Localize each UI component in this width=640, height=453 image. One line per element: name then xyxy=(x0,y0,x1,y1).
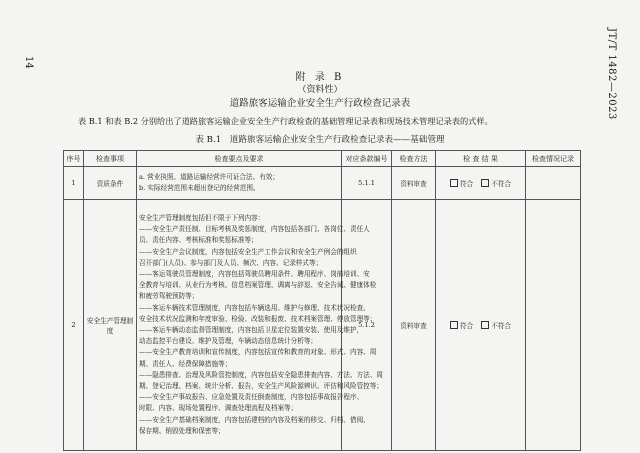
inspection-table xyxy=(63,150,581,451)
row-method: 资料审查 xyxy=(392,200,436,451)
row-clause: 5.1.1 xyxy=(342,167,392,200)
requirement-line: 时限、内容、现场处置程序、调查处理流程及档案等； xyxy=(139,404,298,413)
requirement-line: b. 实际经营范围未超出登记的经营范围。 xyxy=(139,184,260,192)
requirement-line: ——安全生产会议制度，内容包括安全生产工作会议和安全生产例会的组织 xyxy=(139,247,357,256)
requirement-line: 和疲劳驾驶预防等； xyxy=(139,292,199,301)
row-result xyxy=(436,200,526,451)
row-method: 资料审查 xyxy=(392,167,436,200)
requirement-line: ——安全生产教育培训和宣传制度，内容包括宣传和教育的对象、形式、内容、周 xyxy=(139,348,377,357)
row-result xyxy=(436,167,526,200)
requirement-line: 期、责任人、经费保障措施等； xyxy=(139,359,232,368)
requirement-line: 期、登记治理、档案、统计分析、报告，安全生产风险源辨识、评估和风险管控等； xyxy=(139,382,383,391)
table-caption: 表 B.1 道路旅客运输企业安全生产行政检查记录表——基础管理 xyxy=(195,135,445,145)
table-row xyxy=(64,200,581,451)
label-nonconform: 不符合 xyxy=(491,180,512,188)
requirement-line: 员、责任内容、考核标准和奖惩标准等； xyxy=(139,236,258,245)
row-item: 资质条件 xyxy=(84,167,137,200)
row-record[interactable] xyxy=(526,167,581,200)
table-header-row xyxy=(64,151,581,167)
requirement-line: ——客运车辆动态监督管理制度，内容包括卫星定位装置安装、使用及维护， xyxy=(139,326,364,334)
requirement-line: 保存期、销毁处理和保密等； xyxy=(139,426,225,435)
row-item: 安全生产管理制度 xyxy=(84,200,137,451)
requirement-line: 动态监控平台建设、维护及管理，车辆动态信息统计分析等； xyxy=(139,337,318,346)
standard-number: JT/T 1482—2023 xyxy=(606,28,617,120)
requirement-line: 安全生产管理制度包括但不限于下列内容： xyxy=(139,213,265,222)
label-nonconform: 不符合 xyxy=(491,322,512,330)
page-number: 14 xyxy=(23,56,34,69)
header-record: 检查情况记录 xyxy=(526,151,581,167)
appendix-nature: （资料性） xyxy=(297,85,343,95)
requirement-line: ——客运驾驶员管理制度，内容包括驾驶员聘用条件、聘用程序、岗前培训、安 xyxy=(139,269,370,278)
requirement-line: ——客运车辆技术管理制度，内容包括车辆选用、维护与修理、技术状况检查、 xyxy=(139,303,370,312)
table-row xyxy=(64,167,581,200)
row-requirements xyxy=(137,167,342,200)
requirement-line: ——安全生产事故报告、应急处置及责任倒查制度，内容包括事故报告程序、 xyxy=(139,393,364,402)
requirement-line: ——隐患排查、治理及风险管控制度，内容包括安全隐患排查内容、方法、方法、周 xyxy=(139,370,383,379)
row-record[interactable] xyxy=(526,200,581,451)
requirement-line: ——安全生产责任制、目标考核及奖惩制度，内容包括各部门、各岗位、责任人 xyxy=(139,225,370,234)
appendix-title: 道路旅客运输企业安全生产行政检查记录表 xyxy=(229,98,411,109)
checkbox-conform[interactable] xyxy=(450,321,458,329)
checkbox-conform[interactable] xyxy=(450,179,458,187)
header-requirements: 检查要点及要求 xyxy=(137,151,342,167)
appendix-heading: 附 录 B xyxy=(295,72,345,83)
checkbox-nonconform[interactable] xyxy=(481,321,489,329)
row-clause: 5.1.2 xyxy=(342,200,392,451)
requirement-line: 安全技术状况监测和年度审验、检验、改装和报废、技术档案管理、停放管理等； xyxy=(139,314,377,323)
requirement-line: 召开部门(人员)、参与部门及人员、频次、内容、记录样式等； xyxy=(139,258,323,267)
label-conform: 符合 xyxy=(459,322,474,330)
header-method: 检查方法 xyxy=(392,151,436,167)
intro-paragraph: 表 B.1 和表 B.2 分别给出了道路旅客运输企业安全生产行政检查的基础管理记录表和现场技术管理记录表的式样。 xyxy=(78,116,493,126)
row-no: 2 xyxy=(64,200,84,451)
requirement-line: ——安全生产基础档案制度，内容包括建档的内容及档案的移交、归档、借阅、 xyxy=(139,415,370,424)
header-item: 检查事项 xyxy=(84,151,137,167)
header-no: 序号 xyxy=(64,151,84,167)
requirement-line: 全教育与培训、从业行为考核、信息档案管理、调离与辞退、安全告诫、健康体检 xyxy=(139,281,377,290)
row-no: 1 xyxy=(64,167,84,200)
header-result: 检 查 结 果 xyxy=(436,151,526,167)
requirement-line: a. 营业执照、道路运输经营许可证合法、有效； xyxy=(139,172,279,181)
label-conform: 符合 xyxy=(459,180,474,188)
header-clause: 对应条款编号 xyxy=(342,151,392,167)
checkbox-nonconform[interactable] xyxy=(481,179,489,187)
